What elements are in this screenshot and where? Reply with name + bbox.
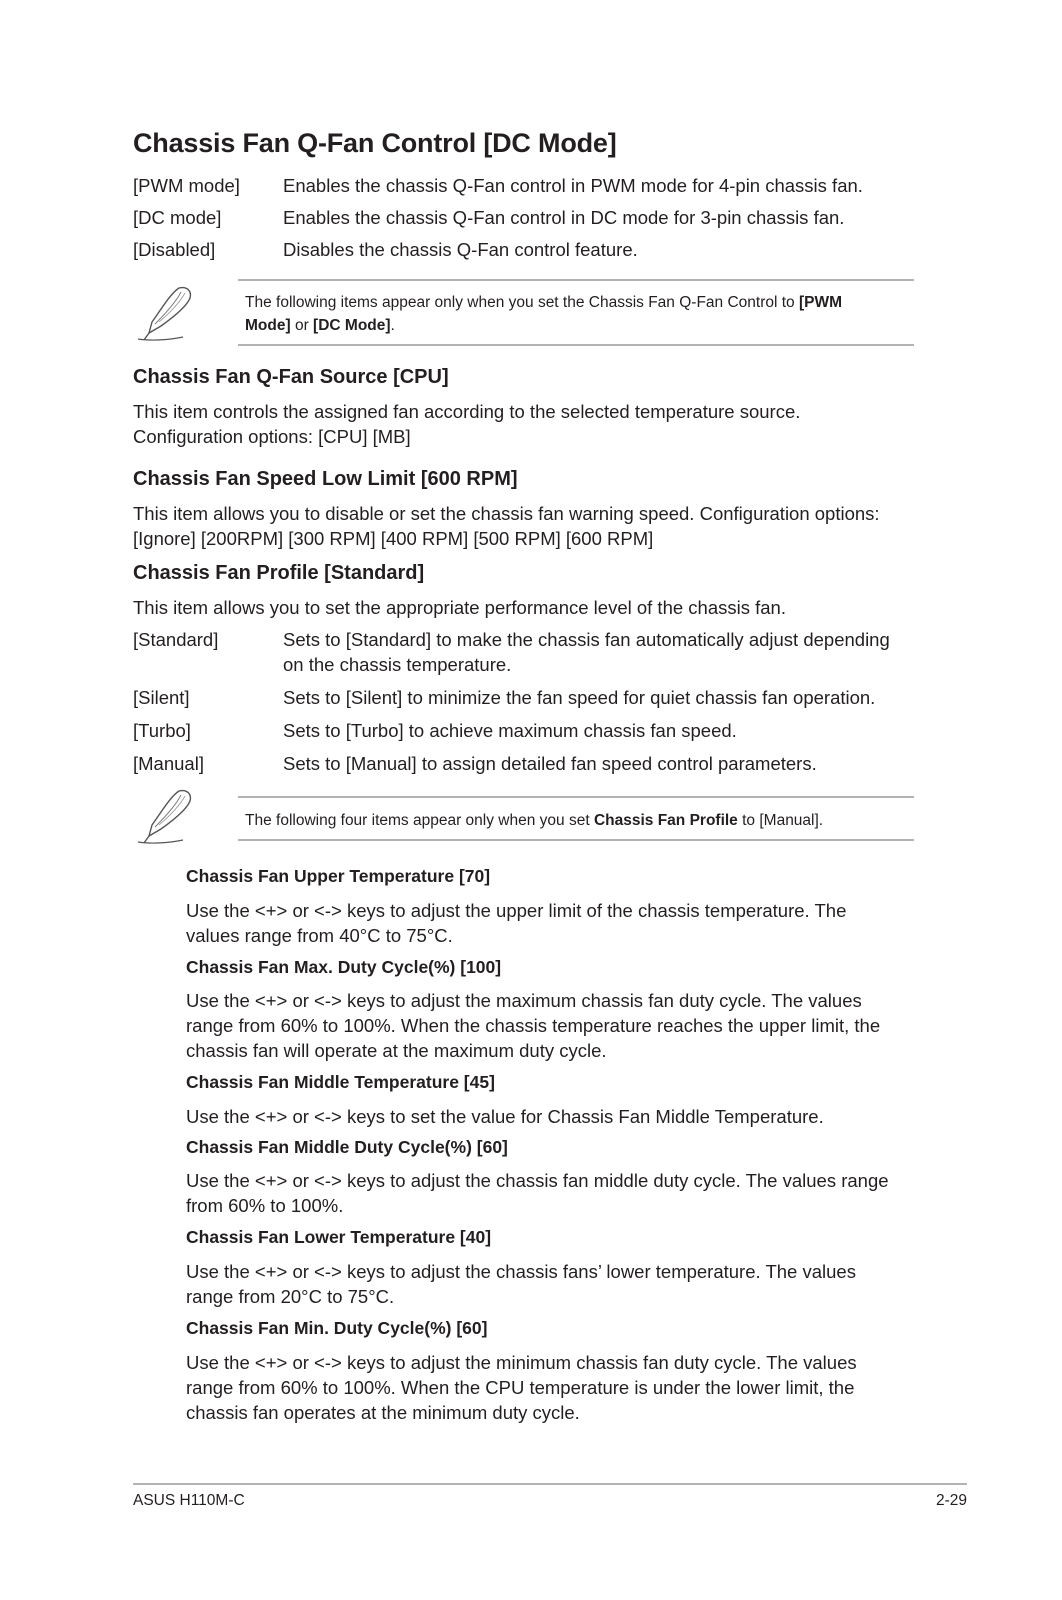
profile-desc-manual: Sets to [Manual] to assign detailed fan speed control parameters. [283, 753, 817, 774]
item-heading-min-duty: Chassis Fan Min. Duty Cycle(%) [60] [186, 1318, 488, 1338]
item-desc-line: Use the <+> or <-> keys to adjust the chassis fans’ lower temperature. The values [186, 1261, 856, 1282]
source-desc-line2: Configuration options: [CPU] [MB] [133, 426, 411, 447]
note-text-line1: The following items appear only when you set the Chassis Fan Q-Fan Control to [PWM [245, 294, 843, 311]
item-desc-line: values range from 40°C to 75°C. [186, 925, 453, 946]
section-heading-profile: Chassis Fan Profile [Standard] [133, 562, 425, 584]
item-heading-middle-duty: Chassis Fan Middle Duty Cycle(%) [60] [186, 1137, 508, 1157]
option-desc-pwm: Enables the chassis Q-Fan control in PWM mode for 4-pin chassis fan. [283, 175, 863, 196]
item-desc-line: range from 20°C to 75°C. [186, 1286, 395, 1307]
footer-product-name: ASUS H110M-C [133, 1492, 245, 1509]
profile-desc-turbo: Sets to [Turbo] to achieve maximum chassis fan speed. [283, 720, 737, 741]
note-bottom-rule [238, 839, 914, 841]
item-desc-line: chassis fan will operate at the maximum duty cycle. [186, 1040, 607, 1061]
item-desc-line: Use the <+> or <-> keys to adjust the minimum chassis fan duty cycle. The values [186, 1352, 857, 1373]
item-desc-line: Use the <+> or <-> keys to adjust the chassis fan middle duty cycle. The values range [186, 1170, 889, 1191]
note-text: The following four items appear only when you set Chassis Fan Profile to [Manual]. [245, 812, 824, 829]
item-heading-lower-temp: Chassis Fan Lower Temperature [40] [186, 1227, 492, 1247]
profile-desc-standard-cont: on the chassis temperature. [283, 654, 512, 675]
source-desc-line1: This item controls the assigned fan according to the selected temperature source. [133, 401, 801, 422]
note-pen-icon [135, 284, 197, 342]
profile-desc-standard: Sets to [Standard] to make the chassis fan automatically adjust depending [283, 629, 890, 650]
item-desc-line: Use the <+> or <-> keys to set the value for Chassis Fan Middle Temperature. [186, 1106, 824, 1127]
item-desc-line: chassis fan operates at the minimum duty cycle. [186, 1402, 580, 1423]
option-desc-dc: Enables the chassis Q-Fan control in DC mode for 3-pin chassis fan. [283, 207, 845, 228]
option-key-dc: [DC mode] [133, 207, 222, 228]
note-pen-icon [135, 787, 197, 845]
item-heading-upper-temp: Chassis Fan Upper Temperature [70] [186, 866, 491, 886]
note-bottom-rule [238, 344, 914, 346]
low-limit-desc-line1: This item allows you to disable or set the chassis fan warning speed. Configuration options: [133, 503, 880, 524]
item-heading-max-duty: Chassis Fan Max. Duty Cycle(%) [100] [186, 957, 502, 977]
profile-key-turbo: [Turbo] [133, 720, 191, 741]
profile-key-silent: [Silent] [133, 687, 190, 708]
item-heading-middle-temp: Chassis Fan Middle Temperature [45] [186, 1072, 495, 1092]
item-desc-line: Use the <+> or <-> keys to adjust the upper limit of the chassis temperature. The [186, 900, 847, 921]
item-desc-line: Use the <+> or <-> keys to adjust the maximum chassis fan duty cycle. The values [186, 990, 862, 1011]
option-desc-disabled: Disables the chassis Q-Fan control feature. [283, 239, 638, 260]
profile-key-manual: [Manual] [133, 753, 204, 774]
profile-intro: This item allows you to set the appropriate performance level of the chassis fan. [133, 597, 786, 618]
note-top-rule [238, 796, 914, 798]
section-heading-source: Chassis Fan Q-Fan Source [CPU] [133, 366, 449, 388]
footer-page-number: 2-29 [935, 1492, 967, 1509]
low-limit-desc-line2: [Ignore] [200RPM] [300 RPM] [400 RPM] [500 RPM] [600 RPM] [133, 528, 654, 549]
option-key-disabled: [Disabled] [133, 239, 216, 260]
option-key-pwm: [PWM mode] [133, 175, 240, 196]
page-title: Chassis Fan Q-Fan Control [DC Mode] [133, 128, 617, 158]
item-desc-line: from 60% to 100%. [186, 1195, 344, 1216]
note-top-rule [238, 279, 914, 281]
profile-key-standard: [Standard] [133, 629, 219, 650]
section-heading-low-limit: Chassis Fan Speed Low Limit [600 RPM] [133, 468, 518, 490]
profile-desc-silent: Sets to [Silent] to minimize the fan speed for quiet chassis fan operation. [283, 687, 876, 708]
footer-rule [133, 1483, 967, 1485]
item-desc-line: range from 60% to 100%. When the CPU temperature is under the lower limit, the [186, 1377, 855, 1398]
item-desc-line: range from 60% to 100%. When the chassis temperature reaches the upper limit, the [186, 1015, 881, 1036]
note-text-line2: Mode] or [DC Mode]. [245, 317, 395, 334]
